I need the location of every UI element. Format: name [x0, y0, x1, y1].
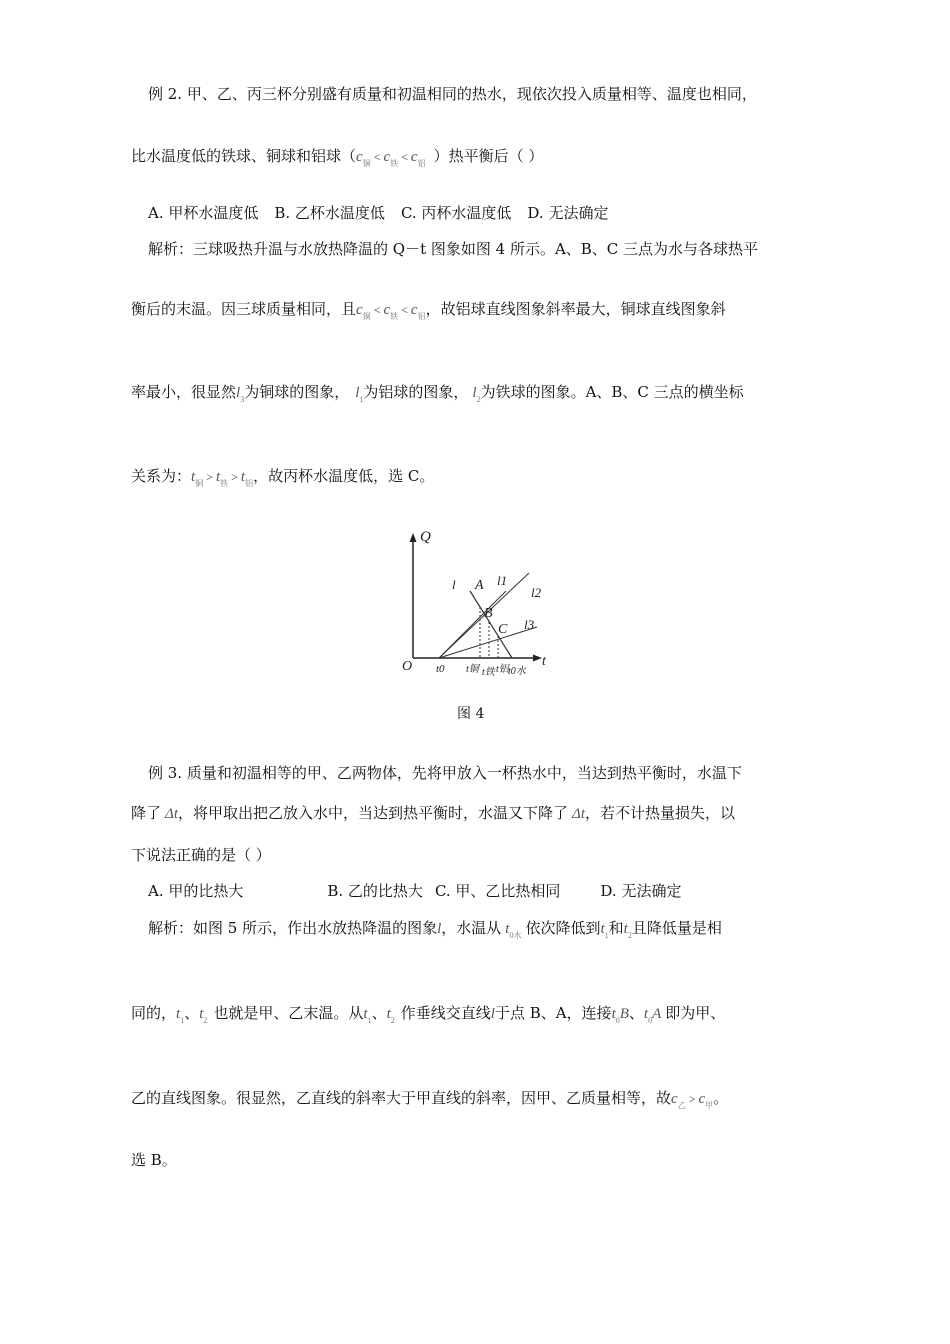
ex2-question-line2: 比水温度低的铁球、铜球和铝球（$c_铜 < c_铁 < c_铝$ ）热平衡后（ ） [131, 147, 544, 168]
label-l1: l1 [497, 573, 508, 588]
ex2-question-line1: 例 2. 甲、乙、丙三杯分别盛有质量和初温相同的热水，现依次投入质量相等、温度也相同， [148, 85, 757, 103]
label-t-water: t0水 [508, 666, 526, 677]
ex2-solution-line2: 衡后的末温。因三球质量相同，且$c_铜 < c_铁 < c_铝$，故铝球直线图象斜率最大，铜球直线图象斜 [131, 300, 726, 321]
label-l2: l2 [531, 585, 542, 600]
label-point-b: B [484, 606, 493, 621]
ex3-answer: 选 B。 [131, 1151, 177, 1169]
label-t-iron: t铁 [482, 667, 495, 678]
ex2-solution-line3: 率最小，很显然$l_3$为铜球的图象， $l_1$为铝球的图象， $l_2$为铁球的图象。A、B、C 三点的横坐标 [131, 383, 744, 404]
label-t-copper: t铜 [466, 664, 479, 675]
formula-specific-heat-order-2: $c_铜 < c_铁 < c_铝$ [356, 302, 426, 321]
ex3-question-line3: 下说法正确的是（ ） [131, 846, 271, 864]
ex3-question-line1: 例 3. 质量和初温相等的甲、乙两物体，先将甲放入一杯热水中，当达到热平衡时，水温下 [148, 764, 742, 782]
figure-4-graph [396, 525, 556, 685]
ex3-question-line2: 降了 Δt，将甲取出把乙放入水中，当达到热平衡时，水温又下降了 Δt，若不计热量损失，以 [131, 804, 736, 822]
ex2-solution-line1: 解析：三球吸热升温与水放热降温的 Q－t 图象如图 4 所示。A、B、C 三点为水与各球热平 [148, 240, 759, 258]
label-point-a: A [475, 578, 484, 593]
formula-temperature-order: $t_铜 > t_铁 > t_铝$ [191, 469, 254, 488]
line-l1 [439, 591, 506, 658]
label-t-alum: t铝 [496, 664, 509, 675]
formula-specific-heat-compare: $c_乙 > c_甲$ [671, 1091, 714, 1110]
ex3-options: A. 甲的比热大 B. 乙的比热大 C. 甲、乙比热相同 D. 无法确定 [148, 882, 682, 900]
label-point-c: C [498, 622, 508, 637]
ex3-solution-line2: 同的，$t_1$、$t_2$ 也就是甲、乙末温。从$t_1$、$t_2$ 作垂线交直线l于点 B、A，连接$t_0B$、$t_0A$ 即为甲、 [131, 1004, 726, 1025]
ex3-solution-line1: 解析：如图 5 所示，作出水放热降温的图象l，水温从 $t_{0水}$ 依次降低到$t_1$和$t_2$且降低量是相 [148, 919, 722, 940]
ex3-solution-line3: 乙的直线图象。很显然，乙直线的斜率大于甲直线的斜率，因甲、乙质量相等，故$c_乙 > c_甲$。 [131, 1089, 729, 1110]
label-l: l [452, 577, 456, 592]
formula-specific-heat-order: $c_铜 < c_铁 < c_铝$ [356, 149, 426, 168]
x-axis-arrow [533, 655, 542, 662]
ex2-solution-line4: 关系为：$t_铜 > t_铁 > t_铝$，故丙杯水温度低，选 C。 [131, 467, 435, 488]
y-axis-arrow [410, 533, 417, 542]
figure-4-caption: 图 4 [457, 706, 485, 722]
label-l3: l3 [524, 617, 535, 632]
label-q: Q [420, 529, 431, 545]
ex2-options: A. 甲杯水温度低 B. 乙杯水温度低 C. 丙杯水温度低 D. 无法确定 [148, 204, 609, 222]
line-l3 [439, 627, 537, 658]
label-origin: O [402, 659, 413, 674]
label-t0: t0 [436, 663, 445, 675]
label-t: t [542, 654, 546, 669]
